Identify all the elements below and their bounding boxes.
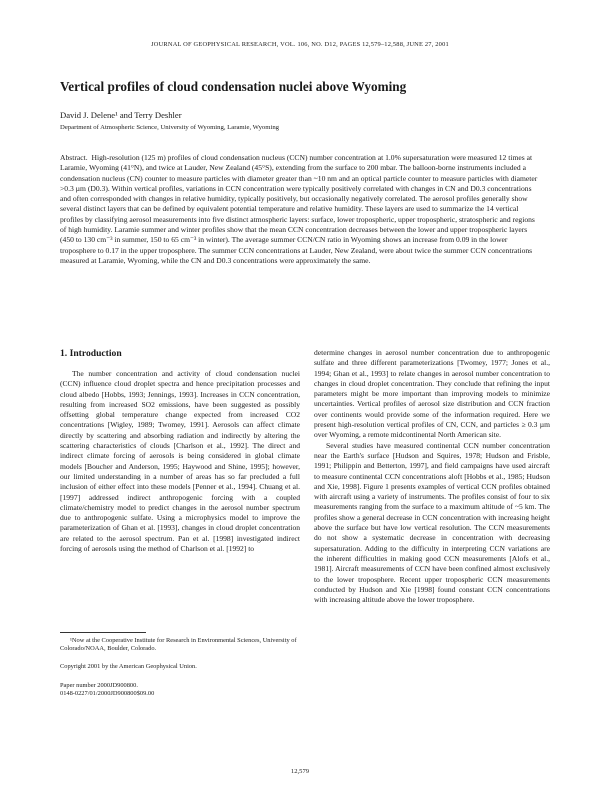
- abstract-label: Abstract.: [60, 153, 88, 162]
- body-paragraph: The number concentration and activity of cloud condensation nuclei (CCN) influence cloud droplet spectra and hence precipitation processes and cloud albedo [Hobbs, 1993; Jennings, 1993]. Increases in CCN concentration, resulting from increased SO2 emissions, have been suggested as possibly offsetting global temperature change expected from increased CO2 concentrations [Wigley, 1989; Twomey, 1991]. Aerosols can affect climate directly by scattering and absorbing radiation and indirectly by altering the scattering characteristics of clouds [Charlson et al., 1992]. The direct and indirect climate forcing of aerosols is being considered in global climate models [Boucher and Anderson, 1995; Haywood and Shine, 1995]; however, our limited understanding in a number of areas has so far precluded a full inclusion of either effect into these models [Penner et al., 1994]. Chuang et al. [1997] addressed indirect anthropogenic forcing with a coupled climate/chemistry model to predict changes in the aerosol number spectrum due to anthropogenic sulfate. Using a microphysics model to improve the parameterization of Ghan et al. [1993], changes in cloud droplet concentration are related to the aerosol spectrum. Pan et al. [1998] investigated indirect forcing of aerosols using the method of Charlson et al. [1992] to: [60, 369, 300, 554]
- section-heading: 1. Introduction: [60, 348, 122, 359]
- abstract-text: High-resolution (125 m) profiles of cloud condensation nucleus (CCN) number concentration at 1.0% supersaturation were measured 12 times at Laramie, Wyoming (41°N), and twice at Lauder, New Zealand (45°S), extending from the surface to 200 mbar. The balloon-borne instruments included a condensation nucleus (CN) counter to measure particles with diameter greater than ~10 nm and an optical particle counter to measure particles with diameter >0.3 µm (D0.3). Within vertical profiles, variations in CCN concentration were typically positively correlated with changes in CN and D0.3 concentrations and often corresponded with changes in relative humidity, typically positively, but occasionally negatively correlated. The aerosol profiles generally show several distinct layers that can be defined by equivalent potential temperature and relative humidity. These layers are used to summarize the 14 vertical profiles by classifying aerosol measurements into five distinct atmospheric layers: surface, lower tropospheric, upper tropospheric, stratospheric and regions of high humidity. Laramie summer and winter profiles show that the mean CCN concentration decreases between the lower and upper tropospheric layers (450 to 130 cm⁻³ in summer, 150 to 65 cm⁻³ in winter). The average summer CCN/CN ratio in Wyoming shows an increase from 0.09 in the lower troposphere to 0.17 in the upper troposphere. The summer CCN concentrations at Lauder, New Zealand, were about twice the summer CCN concentrations measured at Laramie, Wyoming, while the CN and D0.3 concentrations were approximately the same.: [60, 153, 538, 265]
- author-line: David J. Delene¹ and Terry Deshler: [60, 110, 182, 120]
- body-paragraph: Several studies have measured continental CCN number concentration near the Earth's surface [Hudson and Squires, 1978; Hudson and Frisble, 1991; Philippin and Betterton, 1997], and field campaigns have used aircraft to measure continental CCN concentrations aloft [Hobbs et al., 1985; Hudson and Xie, 1998]. Figure 1 presents examples of vertical CCN profiles obtained with aircraft using a variety of instruments. The profiles consist of four to six measurements ranging from the surface to a maximum altitude of ~5 km. The profiles show a general decrease in CCN concentration with increasing height above the surface but have low vertical resolution. The CCN measurements do not show a systematic decrease in concentration with decreasing supersaturation. Adding to the difficulty in interpreting CCN variations are the inherent difficulties in making good CCN measurements [Alofs et al., 1981]. Aircraft measurements of CCN have been confined almost exclusively to the lower troposphere. Recent upper tropospheric CCN measurements conducted by Hudson and Xie [1998] found constant CCN concentrations with increasing altitude above the lower troposphere.: [314, 440, 550, 605]
- running-head: JOURNAL OF GEOPHYSICAL RESEARCH, VOL. 106, NO. D12, PAGES 12,579–12,588, JUNE 27, 2001: [151, 41, 449, 48]
- paper-number: Paper number 2000JD900800.: [60, 681, 138, 689]
- left-column: [60, 348, 300, 554]
- paper-code: 0148-0227/01/2000JD900800$09.00: [60, 689, 155, 697]
- footnote-affiliation: ¹Now at the Cooperative Institute for Research in Environmental Sciences, University of Colorado/NOAA, Boulder, Colorado.: [60, 637, 297, 653]
- right-column: [314, 348, 550, 605]
- body-paragraph: determine changes in aerosol number concentration due to anthropogenic sulfate and three different parameterizations [Twomey, 1977; Jones et al., 1994; Ghan et al., 1993] to relate changes in aerosol number concentration to changes in cloud droplet concentration. They conclude that refining the input parameters might be more important than improving models to minimize uncertainties. Vertical profiles of aerosol size distribution and CCN fraction over continents would provide some of the information required. Here we present high-resolution vertical profiles of CN, CCN, and particles ≥ 0.3 µm over Wyoming, a remote midcontinental North American site.: [314, 348, 550, 440]
- affiliation: Department of Atmospheric Science, University of Wyoming, Laramie, Wyoming: [60, 124, 280, 131]
- abstract: [60, 153, 540, 266]
- footnote-rule: [60, 632, 146, 633]
- footnotes: [60, 637, 300, 702]
- copyright-notice: Copyright 2001 by the American Geophysical Union.: [60, 663, 197, 671]
- article-title: Vertical profiles of cloud condensation nuclei above Wyoming: [60, 79, 407, 94]
- page-number: 12,579: [290, 768, 310, 775]
